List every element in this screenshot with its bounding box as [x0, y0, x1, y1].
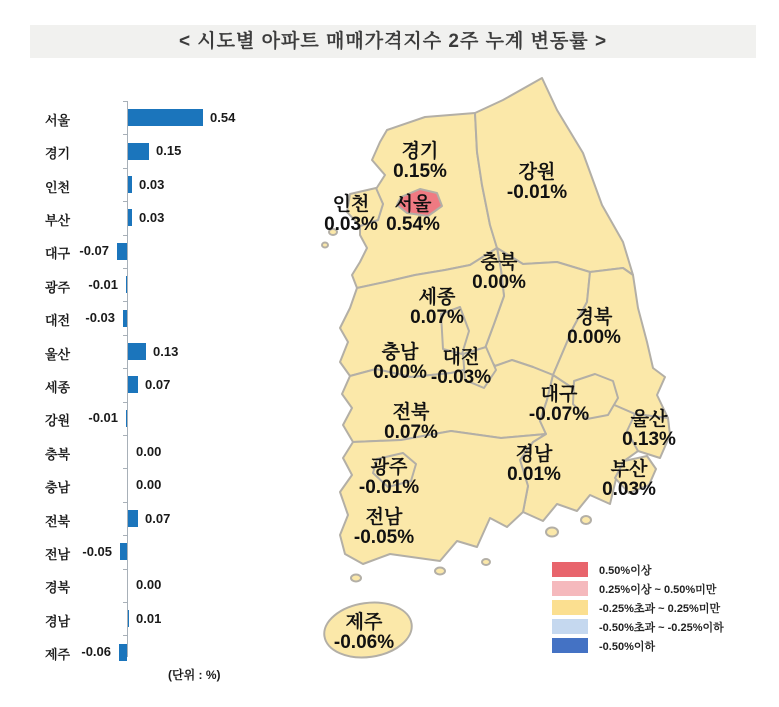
bar — [120, 543, 127, 560]
bar — [128, 510, 138, 527]
bar-category-label: 충북 — [45, 446, 71, 462]
island-icon — [322, 243, 328, 248]
bar-category-label: 광주 — [45, 279, 71, 295]
bar-category-label: 제주 — [45, 647, 71, 663]
bar-axis-tick — [123, 335, 127, 336]
map-label-sejong — [410, 288, 464, 328]
bar-value-label: -0.07 — [79, 243, 109, 259]
map-region-name: 세종 — [418, 287, 456, 308]
bar-category-label: 울산 — [45, 346, 71, 362]
map-region-name: 충북 — [480, 252, 518, 273]
page-title: < 시도별 아파트 매매가격지수 2주 누계 변동률 > — [178, 31, 608, 52]
map-region-value: 0.15% — [393, 161, 447, 182]
map-region-name: 대구 — [540, 384, 578, 405]
map-region-value: 0.13% — [622, 429, 676, 450]
unit-label: (단위 : %) — [168, 668, 221, 682]
bar-value-label: 0.00 — [136, 443, 162, 459]
bar-axis-tick — [123, 301, 127, 302]
map-label-gyeongnam — [507, 445, 561, 485]
legend-label: 0.50%이상 — [599, 564, 652, 577]
legend-label: -0.50%이하 — [599, 640, 656, 653]
bar-value-label: 0.01 — [136, 610, 162, 626]
bar — [117, 243, 127, 260]
bar-value-label: 0.15 — [156, 143, 182, 159]
bar-value-label: 0.07 — [145, 510, 171, 526]
bar-category-label: 대구 — [45, 246, 71, 262]
bar — [126, 276, 127, 293]
map-region-name: 부산 — [610, 459, 648, 480]
legend-swatch — [552, 638, 588, 653]
map-label-gyeongbuk — [567, 308, 621, 348]
map-label-ulsan — [622, 410, 676, 450]
bar-value-label: -0.05 — [82, 543, 112, 559]
map-region-value: 0.03% — [324, 214, 378, 235]
map-region-value: 0.00% — [373, 362, 427, 383]
map-label-chungbuk — [472, 253, 526, 293]
legend-swatch — [552, 600, 588, 615]
bar-value-label: -0.03 — [85, 310, 115, 326]
bar-axis-tick — [123, 268, 127, 269]
map-region-name: 울산 — [630, 409, 668, 430]
island-icon — [435, 568, 445, 575]
bar-axis-tick — [123, 468, 127, 469]
bar — [128, 176, 132, 193]
bar-category-label: 전남 — [45, 546, 71, 562]
bar — [128, 610, 129, 627]
map-label-daegu — [529, 385, 589, 425]
bar-axis-tick — [123, 569, 127, 570]
map-region-value: 0.54% — [386, 214, 440, 235]
map-label-gangwon — [507, 163, 567, 203]
map-region-value: -0.03% — [430, 367, 492, 388]
island-icon — [546, 528, 558, 537]
legend-swatch — [552, 619, 588, 634]
title-bar — [30, 25, 756, 58]
map-region-name: 전북 — [392, 402, 430, 423]
map-region-name: 경기 — [401, 141, 439, 162]
bar-axis-tick — [123, 635, 127, 636]
map-region-name: 인천 — [332, 194, 370, 215]
legend-row — [552, 598, 724, 617]
map-region-value: 0.00% — [472, 272, 526, 293]
island-icon — [351, 575, 361, 582]
map-label-jeonbuk — [384, 403, 438, 443]
map-label-daejeon — [431, 348, 491, 388]
legend-swatch — [552, 562, 588, 577]
map-region-name: 충남 — [381, 342, 419, 363]
bar-axis-tick — [123, 368, 127, 369]
bar-value-label: 0.00 — [136, 577, 162, 593]
map-region-name: 제주 — [345, 612, 383, 633]
bar-axis-tick — [123, 402, 127, 403]
legend-row — [552, 579, 724, 598]
map-region-name: 광주 — [370, 457, 408, 478]
bar — [128, 376, 138, 393]
bar-category-label: 부산 — [45, 212, 71, 228]
map-label-incheon — [324, 195, 378, 235]
bar-axis-tick — [123, 101, 127, 102]
bar-axis-tick — [123, 235, 127, 236]
map-region-name: 전남 — [365, 507, 403, 528]
bar-value-label: 0.03 — [139, 209, 165, 225]
island-icon — [581, 516, 591, 524]
bar-axis-tick — [123, 435, 127, 436]
map-label-gyeonggi — [393, 142, 447, 182]
legend-row — [552, 636, 724, 655]
map-region-value: -0.01% — [506, 182, 568, 203]
map-region-name: 경북 — [575, 307, 613, 328]
island-icon — [482, 559, 490, 565]
bar-axis-tick — [123, 502, 127, 503]
bar-category-label: 대전 — [45, 313, 71, 329]
map-region-name: 대전 — [442, 347, 480, 368]
map-region-value: 0.00% — [567, 327, 621, 348]
bar-category-label: 인천 — [45, 179, 71, 195]
bar-chart — [30, 95, 270, 680]
bar-value-label: -0.01 — [88, 276, 118, 292]
map-region-name: 경남 — [515, 444, 553, 465]
bar-category-label: 세종 — [45, 379, 71, 395]
bar-category-label: 충남 — [45, 480, 71, 496]
bar — [128, 143, 149, 160]
bar-value-label: 0.03 — [139, 176, 165, 192]
map-region-value: -0.05% — [353, 527, 415, 548]
bar — [128, 109, 203, 126]
bar-value-label: -0.01 — [88, 410, 118, 426]
bar — [119, 644, 127, 661]
map-label-busan — [602, 460, 656, 500]
bar-category-label: 서울 — [45, 112, 71, 128]
bar-category-label: 경남 — [45, 613, 71, 629]
bar-axis-tick — [123, 134, 127, 135]
bar-category-label: 강원 — [45, 413, 71, 429]
map-region-value: 0.03% — [602, 479, 656, 500]
legend-row — [552, 617, 724, 636]
map-label-jeju — [334, 613, 394, 653]
bar-category-label: 전북 — [45, 513, 71, 529]
map-region-value: 0.07% — [384, 422, 438, 443]
legend-row — [552, 560, 724, 579]
map-region-value: -0.06% — [333, 632, 395, 653]
bar-axis-tick — [123, 535, 127, 536]
legend-label: -0.50%초과 ~ -0.25%이하 — [599, 621, 724, 634]
bar-category-label: 경북 — [45, 580, 71, 596]
legend — [552, 560, 724, 655]
map-label-chungnam — [373, 343, 427, 383]
bar-value-label: 0.00 — [136, 477, 162, 493]
map-region-value: 0.01% — [507, 464, 561, 485]
map-label-seoul — [386, 195, 440, 235]
bar-value-label: 0.13 — [153, 343, 179, 359]
map-label-jeonnam — [354, 508, 414, 548]
bar-category-label: 경기 — [45, 146, 71, 162]
legend-swatch — [552, 581, 588, 596]
map-region-value: 0.07% — [410, 307, 464, 328]
bar-axis-tick — [123, 201, 127, 202]
bar-value-label: 0.07 — [145, 376, 171, 392]
bar — [123, 310, 127, 327]
map-region-value: -0.01% — [358, 477, 420, 498]
map-region-name: 서울 — [394, 194, 432, 215]
bar — [128, 209, 132, 226]
bar — [128, 343, 146, 360]
bar-value-label: 0.54 — [210, 109, 236, 125]
bar-axis-tick — [123, 168, 127, 169]
bar — [126, 410, 127, 427]
legend-label: 0.25%이상 ~ 0.50%미만 — [599, 583, 717, 596]
map-region-value: -0.07% — [528, 404, 590, 425]
map-region-name: 강원 — [518, 162, 556, 183]
bar-value-label: -0.06 — [81, 644, 111, 660]
bar-axis-tick — [123, 602, 127, 603]
map-label-gwangju — [359, 458, 419, 498]
legend-label: -0.25%초과 ~ 0.25%미만 — [599, 602, 721, 615]
